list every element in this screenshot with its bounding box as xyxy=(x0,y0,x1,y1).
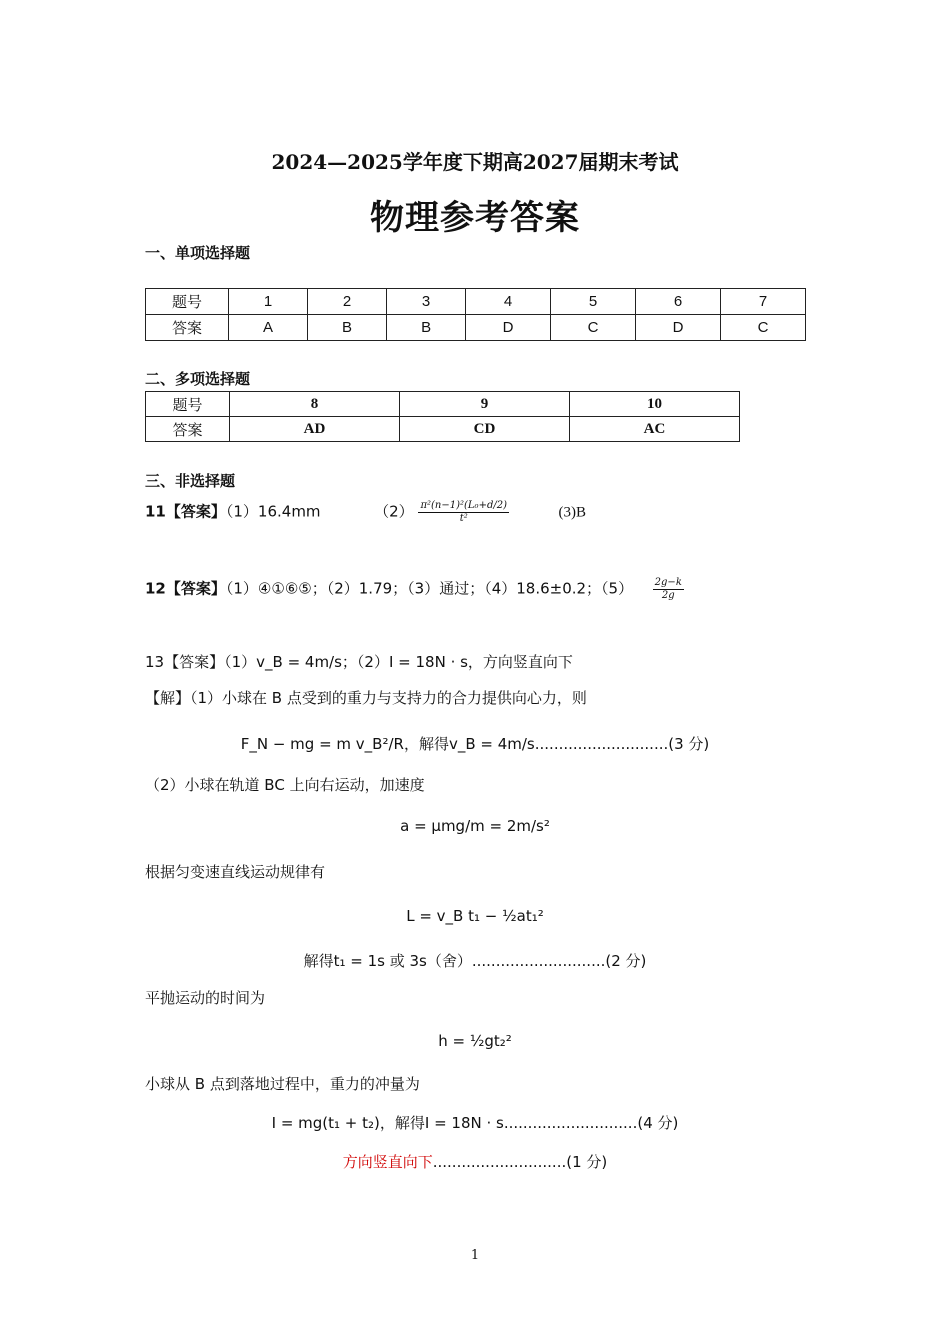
table-row xyxy=(146,289,806,315)
q13-equation-5: h = ½gt₂² xyxy=(438,1032,512,1050)
question-number: 1 xyxy=(229,289,308,315)
exam-title: 2024—2025学年度下期高2027届期末考试 xyxy=(271,150,679,174)
q11-part3: (3)B xyxy=(558,504,587,521)
single-choice-table xyxy=(145,288,806,341)
answer-cell: AC xyxy=(570,417,740,442)
section3-heading: 三、非选择题 xyxy=(145,472,236,490)
answer-key-title: 物理参考答案 xyxy=(370,198,580,238)
question-number: 8 xyxy=(230,392,400,417)
q12-prefix: 12【答案】 xyxy=(145,579,226,598)
q11-formula xyxy=(418,500,509,524)
table-row xyxy=(146,392,740,417)
section2-heading: 二、多项选择题 xyxy=(145,370,251,388)
table-row xyxy=(146,417,740,442)
question-number: 9 xyxy=(400,392,570,417)
question-number: 6 xyxy=(636,289,721,315)
q13-rule: 根据匀变速直线运动规律有 xyxy=(145,863,326,881)
answer-cell: B xyxy=(387,315,466,341)
q13-equation-1: F_N − mg = m v_B²/R，解得v_B = 4m/s............................(3 分) xyxy=(240,735,710,753)
question-number: 5 xyxy=(551,289,636,315)
question-number: 7 xyxy=(721,289,806,315)
q13-equation-4: 解得t₁ = 1s 或 3s（舍）............................(2 分) xyxy=(303,952,647,970)
q13-equation-6: I = mg(t₁ + t₂)，解得I = 18N · s............................(4 分) xyxy=(271,1114,679,1132)
q12-line xyxy=(145,577,684,601)
q13-impulse-intro: 小球从 B 点到落地过程中，重力的冲量为 xyxy=(145,1075,420,1093)
q12-formula-denominator: 2g xyxy=(661,589,675,601)
q11-line xyxy=(145,500,586,524)
answer-cell: D xyxy=(636,315,721,341)
q12-formula xyxy=(653,577,684,601)
answer-cell: CD xyxy=(400,417,570,442)
q13-flat-throw: 平抛运动的时间为 xyxy=(145,989,266,1007)
section1-heading: 一、单项选择题 xyxy=(145,244,251,262)
row-label-answer: 答案 xyxy=(146,417,230,442)
q13-part2-intro: （2）小球在轨道 BC 上向右运动，加速度 xyxy=(145,776,425,794)
q13-direction xyxy=(0,1151,950,1172)
q12-text: （1）④①⑥⑤；（2）1.79；（3）通过；（4）18.6±0.2；（5） xyxy=(225,579,634,598)
multi-choice-table xyxy=(145,391,740,442)
q13-direction-text: 方向竖直向下 xyxy=(342,1153,433,1171)
question-number: 4 xyxy=(466,289,551,315)
row-label-question: 题号 xyxy=(146,392,230,417)
q13-direction-score: ............................(1 分) xyxy=(432,1153,608,1171)
q13-equation-2: a = μmg/m = 2m/s² xyxy=(400,817,550,835)
q11-formula-numerator: π²(n−1)²(L₀+d/2) xyxy=(420,500,507,511)
answer-cell: C xyxy=(551,315,636,341)
answer-cell: B xyxy=(308,315,387,341)
q11-prefix: 11【答案】 xyxy=(145,502,226,521)
row-label-question: 题号 xyxy=(146,289,229,315)
answer-cell: A xyxy=(229,315,308,341)
answer-cell: AD xyxy=(230,417,400,442)
page-number: 1 xyxy=(470,1248,480,1263)
q13-answer: 13【答案】（1）v_B = 4m/s；（2）I = 18N · s，方向竖直向下 xyxy=(145,653,573,671)
q11-formula-denominator: t² xyxy=(459,512,468,524)
q13-explain-intro: 【解】（1）小球在 B 点受到的重力与支持力的合力提供向心力，则 xyxy=(145,689,587,707)
table-row xyxy=(146,315,806,341)
question-number: 2 xyxy=(308,289,387,315)
question-number: 3 xyxy=(387,289,466,315)
question-number: 10 xyxy=(570,392,740,417)
q13-equation-3: L = v_B t₁ − ½at₁² xyxy=(406,907,544,925)
q11-part1: （1）16.4mm xyxy=(225,502,321,521)
row-label-answer: 答案 xyxy=(146,315,229,341)
q11-part2-label: （2） xyxy=(374,502,414,521)
answer-cell: C xyxy=(721,315,806,341)
answer-cell: D xyxy=(466,315,551,341)
q12-formula-numerator: 2g−k xyxy=(654,577,682,588)
